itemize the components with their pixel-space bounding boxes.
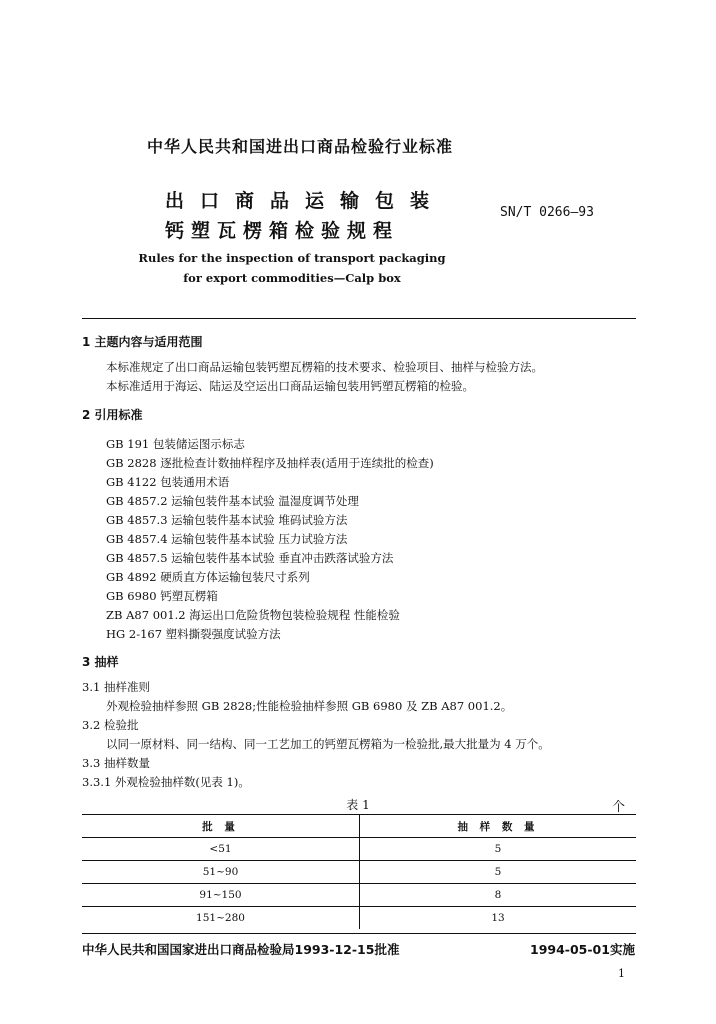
table-1-title: 表 1: [346, 798, 370, 812]
table-1-unit: 个: [612, 800, 626, 815]
table-cell: 5: [494, 866, 502, 878]
top-divider: [82, 318, 636, 319]
approval-statement: 中华人民共和国国家进出口商品检验局1993-12-15批准: [82, 942, 400, 957]
document-title-line2: 钙塑瓦楞箱检验规程: [165, 220, 400, 242]
section-3-2-text: 以同一原材料、同一结构、同一工艺加工的钙塑瓦楞箱为一检验批,最大批量为 4 万个。: [106, 737, 550, 751]
section-1-heading: 1 主题内容与适用范围: [82, 335, 203, 349]
reference-item: GB 4857.2 运输包装件基本试验 温湿度调节处理: [106, 494, 359, 508]
english-title-line2: for export commodities—Calp box: [183, 271, 401, 285]
table-cell: 91~150: [82, 884, 360, 907]
table-row: [82, 861, 636, 884]
reference-item: GB 4857.4 运输包装件基本试验 压力试验方法: [106, 532, 348, 546]
section-1-paragraph-2: 本标准适用于海运、陆运及空运出口商品运输包装用钙塑瓦楞箱的检验。: [106, 379, 474, 393]
reference-item: GB 4857.5 运输包装件基本试验 垂直冲击跌落试验方法: [106, 551, 394, 565]
bottom-divider: [82, 933, 636, 934]
reference-item: GB 4857.3 运输包装件基本试验 堆码试验方法: [106, 513, 348, 527]
section-3-1-text: 外观检验抽样参照 GB 2828;性能检验抽样参照 GB 6980 及 ZB A87 001.2。: [106, 699, 513, 713]
table-row: [82, 907, 636, 930]
table-cell: 51~90: [82, 861, 360, 884]
column-header-sample-count: 抽 样 数 量: [457, 820, 539, 833]
reference-item: GB 4122 包装通用术语: [106, 475, 230, 489]
section-3-2-heading: 3.2 检验批: [82, 718, 139, 732]
table-row: [82, 884, 636, 907]
reference-item: ZB A87 001.2 海运出口危险货物包装检验规程 性能检验: [106, 608, 400, 622]
reference-item: GB 191 包装储运图示标志: [106, 437, 245, 451]
reference-item: GB 2828 逐批检查计数抽样程序及抽样表(适用于连续批的检查): [106, 456, 434, 470]
table-cell: <51: [82, 838, 360, 861]
reference-item: GB 4892 硬质直方体运输包装尺寸系列: [106, 570, 310, 584]
effective-date: 1994-05-01实施: [530, 942, 635, 957]
section-2-heading: 2 引用标准: [82, 408, 143, 422]
section-3-1-heading: 3.1 抽样准则: [82, 680, 150, 694]
section-1-paragraph-1: 本标准规定了出口商品运输包装钙塑瓦楞箱的技术要求、检验项目、抽样与检验方法。: [106, 360, 543, 374]
section-3-heading: 3 抽样: [82, 655, 119, 669]
page-number: 1: [618, 967, 625, 980]
reference-item: GB 6980 钙塑瓦楞箱: [106, 589, 218, 603]
section-3-3-1-text: 3.3.1 外观检验抽样数(见表 1)。: [82, 775, 250, 789]
document-title-line1: 出口商品运输包装: [165, 190, 446, 212]
table-header-row: [82, 815, 636, 838]
industry-standard-heading: 中华人民共和国进出口商品检验行业标准: [146, 137, 453, 156]
table-cell: 8: [494, 889, 502, 901]
table-cell: 5: [494, 843, 502, 855]
table-row: [82, 838, 636, 861]
table-cell: 151~280: [82, 907, 360, 930]
standard-code: SN/T 0266—93: [500, 205, 594, 220]
section-3-3-heading: 3.3 抽样数量: [82, 756, 150, 770]
sampling-table: [82, 814, 636, 929]
column-header-batch-size: 批 量: [82, 815, 360, 838]
table-cell: 13: [491, 912, 505, 924]
reference-item: HG 2-167 塑料撕裂强度试验方法: [106, 627, 281, 641]
english-title-line1: Rules for the inspection of transport packaging: [138, 251, 446, 265]
